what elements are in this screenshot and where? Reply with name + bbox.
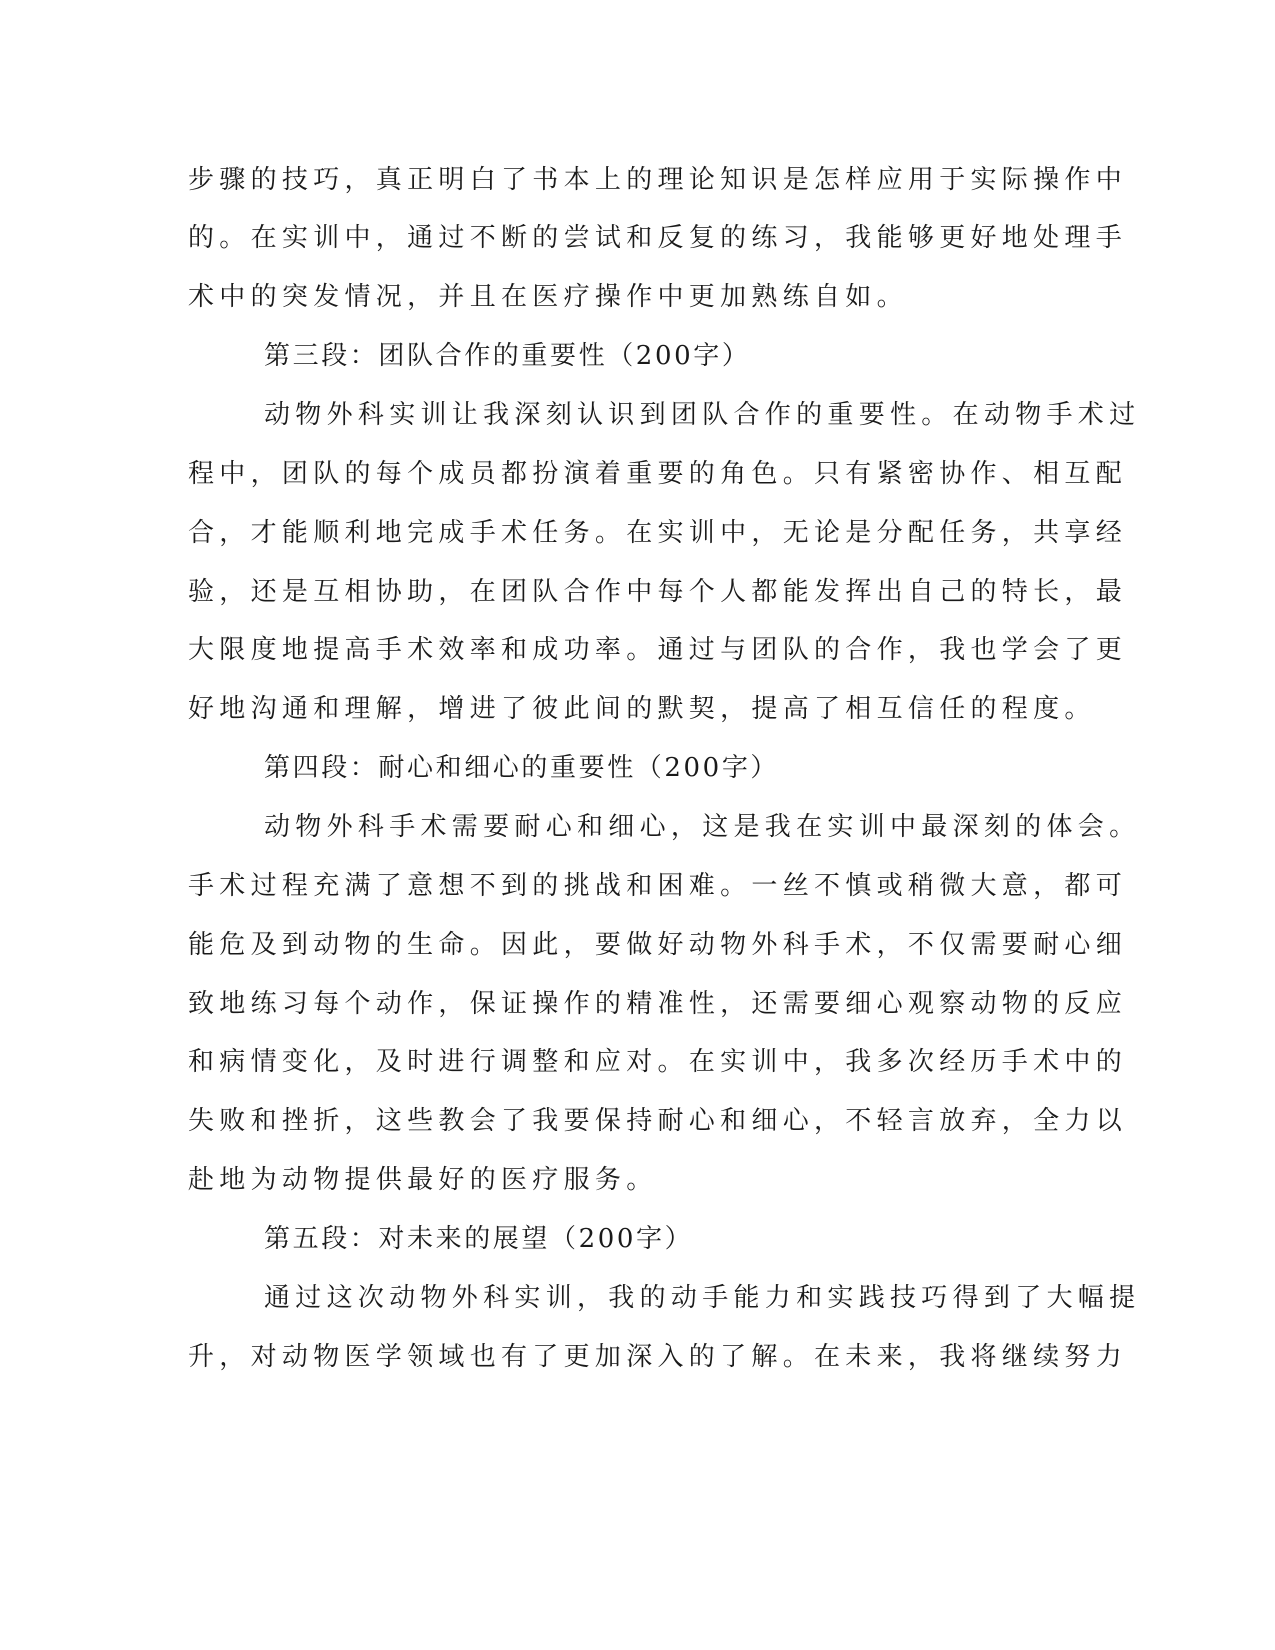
body-line: 术中的突发情况，并且在医疗操作中更加熟练自如。	[188, 282, 908, 312]
body-line: 致地练习每个动作，保证操作的精准性，还需要细心观察动物的反应	[188, 989, 1128, 1019]
section-heading-3: 第三段：团队合作的重要性（200字）	[264, 341, 751, 371]
body-line: 失败和挫折，这些教会了我要保持耐心和细心，不轻言放弃，全力以	[188, 1106, 1128, 1136]
paragraph-first-line: 动物外科手术需要耐心和细心，这是我在实训中最深刻的体会。	[264, 812, 1141, 842]
body-line: 能危及到动物的生命。因此，要做好动物外科手术，不仅需要耐心细	[188, 930, 1128, 960]
section-heading-5: 第五段：对未来的展望（200字）	[264, 1224, 694, 1254]
body-line: 升，对动物医学领域也有了更加深入的了解。在未来，我将继续努力	[188, 1342, 1128, 1372]
body-line: 赴地为动物提供最好的医疗服务。	[188, 1165, 658, 1195]
paragraph-first-line: 通过这次动物外科实训，我的动手能力和实践技巧得到了大幅提	[264, 1283, 1141, 1313]
body-line: 程中，团队的每个成员都扮演着重要的角色。只有紧密协作、相互配	[188, 459, 1128, 489]
body-line: 手术过程充满了意想不到的挑战和困难。一丝不慎或稍微大意，都可	[188, 871, 1128, 901]
body-line: 步骤的技巧，真正明白了书本上的理论知识是怎样应用于实际操作中	[188, 165, 1128, 195]
paragraph-first-line: 动物外科实训让我深刻认识到团队合作的重要性。在动物手术过	[264, 400, 1141, 430]
body-line: 验，还是互相协助，在团队合作中每个人都能发挥出自己的特长，最	[188, 577, 1128, 607]
section-heading-4: 第四段：耐心和细心的重要性（200字）	[264, 753, 780, 783]
body-line: 大限度地提高手术效率和成功率。通过与团队的合作，我也学会了更	[188, 635, 1128, 665]
body-line: 合，才能顺利地完成手术任务。在实训中，无论是分配任务，共享经	[188, 518, 1128, 548]
body-line: 和病情变化，及时进行调整和应对。在实训中，我多次经历手术中的	[188, 1047, 1128, 1077]
body-line: 好地沟通和理解，增进了彼此间的默契，提高了相互信任的程度。	[188, 694, 1096, 724]
body-line: 的。在实训中，通过不断的尝试和反复的练习，我能够更好地处理手	[188, 223, 1128, 253]
